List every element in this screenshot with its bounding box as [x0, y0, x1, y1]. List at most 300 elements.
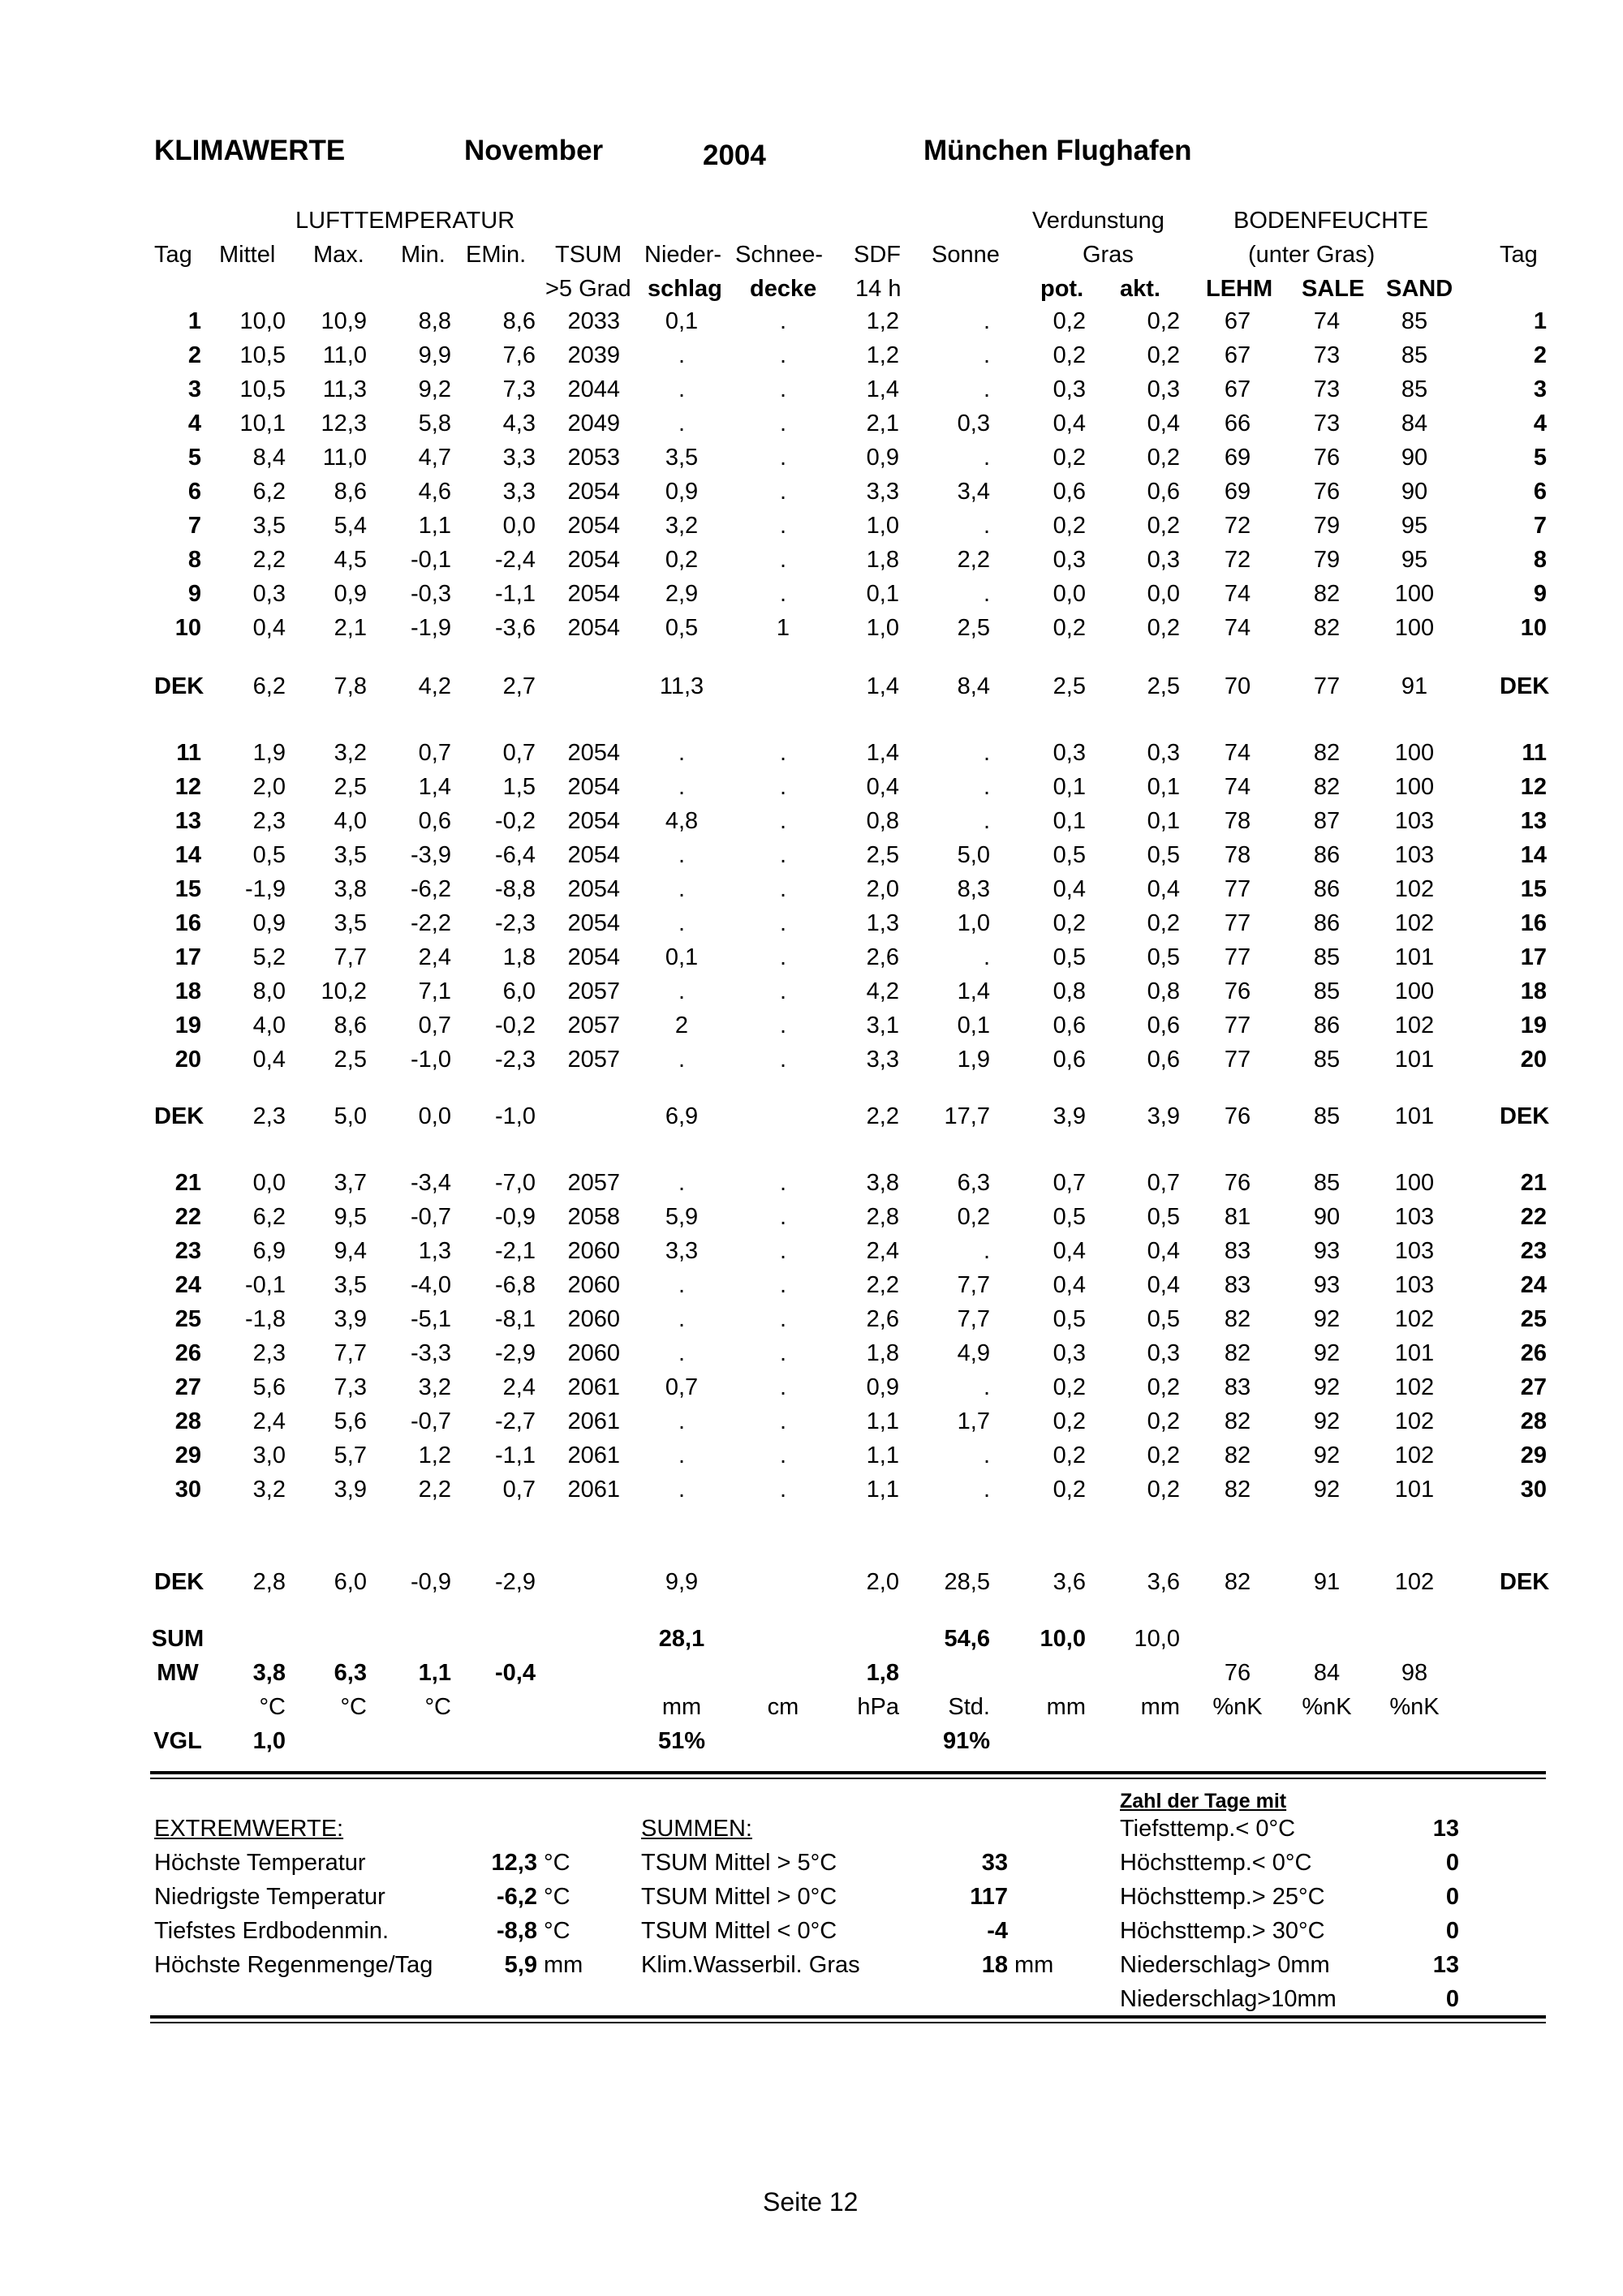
summary-sum-label: SUM — [151, 1626, 204, 1652]
header-max: Max. — [313, 242, 364, 268]
cell-tag: 16 — [174, 910, 201, 936]
cell-sdf: 2,6 — [866, 1306, 899, 1332]
cell-tag: 22 — [174, 1204, 201, 1230]
cell-schnee: . — [779, 1408, 787, 1434]
cell-tsum: 2058 — [567, 1204, 620, 1230]
cell-sale: 91 — [1313, 1569, 1341, 1595]
cell-tsum: 2049 — [567, 411, 620, 436]
cell-sand: 85 — [1401, 342, 1428, 368]
cell-tag2: 18 — [1520, 978, 1547, 1004]
cell-mittel: 3,0 — [252, 1443, 286, 1468]
cell-schnee: . — [779, 774, 787, 800]
cell-tag: 29 — [174, 1443, 201, 1468]
cell-min: 1,2 — [418, 1443, 451, 1468]
summen-title: SUMMEN: — [641, 1816, 752, 1842]
cell-pot: 0,5 — [1053, 842, 1086, 868]
cell-tag: 14 — [174, 842, 201, 868]
cell-lehm: 74 — [1224, 615, 1251, 641]
cell-nieder: 5,9 — [665, 1204, 699, 1230]
cell-tag2: 7 — [1533, 513, 1547, 539]
header-lufttemperatur: LUFTTEMPERATUR — [295, 208, 515, 234]
tage-value: 0 — [1445, 1918, 1459, 1944]
cell-min: 8,8 — [418, 308, 451, 334]
cell-schnee: . — [779, 876, 787, 902]
cell-sonne: . — [983, 1477, 990, 1503]
cell-sdf: 2,0 — [866, 1569, 899, 1595]
cell-tag2: 1 — [1533, 308, 1547, 334]
cell-sdf: 1,8 — [866, 1340, 899, 1366]
cell-akt: 0,1 — [1147, 774, 1180, 800]
cell-sale: 86 — [1313, 876, 1341, 902]
summe-label: TSUM Mittel < 0°C — [641, 1918, 837, 1944]
header-14h: 14 h — [855, 276, 902, 302]
cell-tag2: 4 — [1533, 411, 1547, 436]
cell-pot: 0,4 — [1053, 1238, 1086, 1264]
cell-tag2: 30 — [1520, 1477, 1547, 1503]
cell-sand: 91 — [1401, 673, 1428, 699]
cell-lehm: 82 — [1224, 1408, 1251, 1434]
cell-sdf: 0,1 — [866, 581, 899, 607]
cell-sdf: 2,6 — [866, 944, 899, 970]
cell-sonne: 1,0 — [957, 910, 990, 936]
cell-sand: 102 — [1394, 1408, 1435, 1434]
cell-sale: 73 — [1313, 411, 1341, 436]
cell-max: 9,4 — [334, 1238, 367, 1264]
summary-units-sale: %nK — [1302, 1694, 1352, 1720]
cell-schnee: 1 — [776, 615, 790, 641]
cell-nieder: 2 — [674, 1013, 689, 1038]
cell-nieder: . — [678, 1047, 686, 1073]
summary-mw-mittel: 3,8 — [252, 1660, 286, 1686]
summary-mw-emin: -0,4 — [495, 1660, 536, 1686]
table-row — [0, 771, 1623, 803]
cell-tag: 11 — [176, 740, 201, 766]
cell-sale: 86 — [1313, 1013, 1341, 1038]
cell-akt: 0,6 — [1147, 1047, 1180, 1073]
cell-mittel: -1,8 — [245, 1306, 286, 1332]
cell-sand: 103 — [1394, 1238, 1435, 1264]
cell-tag2: 29 — [1520, 1443, 1547, 1468]
header-gras: Gras — [1083, 242, 1134, 268]
cell-akt: 0,6 — [1147, 1013, 1180, 1038]
cell-max: 7,3 — [334, 1374, 367, 1400]
cell-sdf: 3,8 — [866, 1170, 899, 1196]
cell-emin: 7,6 — [502, 342, 536, 368]
cell-pot: 3,6 — [1053, 1569, 1086, 1595]
cell-tag: 20 — [174, 1047, 201, 1073]
cell-tag2: 26 — [1520, 1340, 1547, 1366]
decade-summary-row — [0, 1566, 1623, 1598]
cell-mittel: 2,8 — [252, 1569, 286, 1595]
cell-pot: 0,3 — [1053, 547, 1086, 573]
cell-akt: 0,5 — [1147, 944, 1180, 970]
cell-emin: 7,3 — [502, 376, 536, 402]
table-row — [0, 907, 1623, 939]
cell-lehm: 76 — [1224, 1103, 1251, 1129]
summary-vgl-mittel: 1,0 — [252, 1728, 286, 1754]
cell-tsum: 2054 — [567, 615, 620, 641]
cell-mittel: -0,1 — [245, 1272, 286, 1298]
cell-min: 3,2 — [418, 1374, 451, 1400]
cell-emin: -2,9 — [495, 1569, 536, 1595]
tage-label: Höchsttemp.> 30°C — [1120, 1918, 1325, 1944]
extremwert-value: -6,2 — [497, 1884, 537, 1910]
table-row — [0, 1009, 1623, 1042]
cell-sand: 103 — [1394, 842, 1435, 868]
cell-tag2: 12 — [1520, 774, 1547, 800]
cell-sale: 92 — [1313, 1374, 1341, 1400]
cell-max: 8,6 — [334, 479, 367, 505]
summary-mw-sdf: 1,8 — [866, 1660, 899, 1686]
cell-sale: 92 — [1313, 1477, 1341, 1503]
cell-mittel: 6,9 — [252, 1238, 286, 1264]
cell-pot: 0,8 — [1053, 978, 1086, 1004]
cell-sdf: 2,4 — [866, 1238, 899, 1264]
cell-nieder: 0,5 — [665, 615, 699, 641]
cell-tag: 25 — [174, 1306, 201, 1332]
cell-min: -4,0 — [411, 1272, 451, 1298]
cell-tag: 6 — [187, 479, 201, 505]
tage-value: 0 — [1445, 1850, 1459, 1876]
cell-mittel: 2,3 — [252, 1103, 286, 1129]
cell-sdf: 0,4 — [866, 774, 899, 800]
cell-schnee: . — [779, 411, 787, 436]
header-verdunstung: Verdunstung — [1032, 208, 1165, 234]
cell-min: -1,0 — [411, 1047, 451, 1073]
cell-sdf: 2,5 — [866, 842, 899, 868]
header-decke: decke — [750, 276, 817, 302]
cell-lehm: 74 — [1224, 740, 1251, 766]
cell-min: -0,9 — [411, 1569, 451, 1595]
cell-tag2: 8 — [1533, 547, 1547, 573]
header-schlag: schlag — [648, 276, 722, 302]
cell-sale: 76 — [1313, 445, 1341, 471]
cell-emin: 4,3 — [502, 411, 536, 436]
cell-sonne: 1,4 — [957, 978, 990, 1004]
cell-emin: 3,3 — [502, 479, 536, 505]
cell-min: 4,2 — [418, 673, 451, 699]
cell-sonne: 1,7 — [957, 1408, 990, 1434]
summary-sum-nieder: 28,1 — [658, 1626, 705, 1652]
cell-pot: 0,6 — [1053, 1013, 1086, 1038]
cell-sand: 95 — [1401, 513, 1428, 539]
header-sdf: SDF — [854, 242, 901, 268]
cell-tsum: 2061 — [567, 1477, 620, 1503]
cell-mittel: 2,3 — [252, 1340, 286, 1366]
cell-emin: -6,8 — [495, 1272, 536, 1298]
summary-mw-label: MW — [157, 1660, 199, 1686]
table-row — [0, 975, 1623, 1008]
summe-value: 18 — [981, 1952, 1008, 1978]
summary-mw-sale: 84 — [1313, 1660, 1341, 1686]
cell-max: 2,5 — [334, 1047, 367, 1073]
cell-pot: 0,2 — [1053, 910, 1086, 936]
cell-mittel: 0,5 — [252, 842, 286, 868]
tage-label: Höchsttemp.< 0°C — [1120, 1850, 1312, 1876]
cell-schnee: . — [779, 1047, 787, 1073]
cell-mittel: 6,2 — [252, 1204, 286, 1230]
cell-sdf: 2,1 — [866, 411, 899, 436]
summary-vgl-nieder: 51% — [657, 1728, 706, 1754]
cell-sdf: 1,0 — [866, 513, 899, 539]
cell-akt: 0,3 — [1147, 547, 1180, 573]
extremwert-label: Höchste Regenmenge/Tag — [154, 1952, 433, 1978]
cell-min: 2,2 — [418, 1477, 451, 1503]
cell-pot: 0,3 — [1053, 740, 1086, 766]
cell-min: 4,7 — [418, 445, 451, 471]
cell-tag2: 27 — [1520, 1374, 1547, 1400]
cell-sale: 92 — [1313, 1408, 1341, 1434]
cell-max: 4,5 — [334, 547, 367, 573]
table-row — [0, 1405, 1623, 1438]
cell-tag2: 22 — [1520, 1204, 1547, 1230]
cell-nieder: 11,3 — [659, 673, 704, 699]
cell-tsum: 2039 — [567, 342, 620, 368]
summary-sum-akt: 10,0 — [1134, 1626, 1180, 1652]
summary-sum-pot: 10,0 — [1040, 1626, 1086, 1652]
cell-tsum: 2054 — [567, 774, 620, 800]
cell-akt: 0,2 — [1147, 910, 1180, 936]
cell-min: -0,3 — [411, 581, 451, 607]
cell-akt: 0,2 — [1147, 1443, 1180, 1468]
cell-emin: -8,1 — [495, 1306, 536, 1332]
cell-sdf: 1,4 — [866, 673, 899, 699]
cell-tag2: 17 — [1520, 944, 1547, 970]
cell-schnee: . — [779, 581, 787, 607]
cell-sonne: 4,9 — [957, 1340, 990, 1366]
cell-sdf: 1,2 — [866, 308, 899, 334]
cell-pot: 0,2 — [1053, 445, 1086, 471]
extremwert-unit: mm — [544, 1952, 583, 1978]
cell-sonne: . — [983, 342, 990, 368]
cell-lehm: 82 — [1224, 1477, 1251, 1503]
cell-emin: -2,9 — [495, 1340, 536, 1366]
cell-tag: 27 — [174, 1374, 201, 1400]
cell-min: -1,9 — [411, 615, 451, 641]
cell-schnee: . — [779, 547, 787, 573]
cell-akt: 0,5 — [1147, 842, 1180, 868]
cell-akt: 0,3 — [1147, 376, 1180, 402]
cell-lehm: 74 — [1224, 581, 1251, 607]
cell-sale: 82 — [1313, 581, 1341, 607]
cell-sand: 95 — [1401, 547, 1428, 573]
month-label: November — [464, 135, 604, 166]
cell-emin: -6,4 — [495, 842, 536, 868]
cell-tag2: 19 — [1520, 1013, 1547, 1038]
cell-emin: 1,8 — [502, 944, 536, 970]
cell-max: 2,5 — [334, 774, 367, 800]
cell-sonne: 8,3 — [957, 876, 990, 902]
cell-pot: 0,2 — [1053, 1477, 1086, 1503]
header-grad: >5 Grad — [545, 276, 631, 302]
summe-label: TSUM Mittel > 0°C — [641, 1884, 837, 1910]
cell-tag: 21 — [174, 1170, 201, 1196]
cell-pot: 0,5 — [1053, 1306, 1086, 1332]
cell-akt: 0,5 — [1147, 1204, 1180, 1230]
cell-mittel: 2,0 — [252, 774, 286, 800]
cell-pot: 0,7 — [1053, 1170, 1086, 1196]
cell-sdf: 1,1 — [866, 1477, 899, 1503]
summe-value: 117 — [970, 1884, 1008, 1910]
cell-mittel: 10,5 — [239, 376, 286, 402]
cell-mittel: 4,0 — [252, 1013, 286, 1038]
cell-schnee: . — [779, 376, 787, 402]
cell-sand: 100 — [1394, 581, 1435, 607]
cell-schnee: . — [779, 1306, 787, 1332]
cell-tsum: 2044 — [567, 376, 620, 402]
cell-sale: 85 — [1313, 1047, 1341, 1073]
cell-sdf: 1,8 — [866, 547, 899, 573]
cell-max: 5,7 — [334, 1443, 367, 1468]
cell-nieder: . — [678, 1340, 686, 1366]
cell-sdf: 1,4 — [866, 740, 899, 766]
cell-sale: 85 — [1313, 1170, 1341, 1196]
cell-tsum: 2054 — [567, 910, 620, 936]
cell-tag: 23 — [174, 1238, 201, 1264]
decade-summary-row — [0, 1100, 1623, 1133]
cell-tsum: 2054 — [567, 513, 620, 539]
cell-lehm: 83 — [1224, 1374, 1251, 1400]
tage-value: 13 — [1432, 1816, 1459, 1842]
cell-lehm: 77 — [1224, 876, 1251, 902]
table-row — [0, 1473, 1623, 1506]
cell-min: 2,4 — [418, 944, 451, 970]
cell-tag2: 15 — [1520, 876, 1547, 902]
cell-sale: 82 — [1313, 615, 1341, 641]
cell-schnee: . — [779, 479, 787, 505]
cell-lehm: 77 — [1224, 910, 1251, 936]
cell-lehm: 67 — [1224, 376, 1251, 402]
cell-lehm: 82 — [1224, 1443, 1251, 1468]
cell-tag: 17 — [174, 944, 201, 970]
cell-lehm: 77 — [1224, 944, 1251, 970]
cell-tag: 8 — [187, 547, 201, 573]
cell-tag: 26 — [174, 1340, 201, 1366]
cell-tsum: 2054 — [567, 808, 620, 834]
cell-nieder: . — [678, 1443, 686, 1468]
cell-mittel: 6,2 — [252, 479, 286, 505]
cell-min: 1,3 — [418, 1238, 451, 1264]
cell-sale: 79 — [1313, 513, 1341, 539]
cell-lehm: 66 — [1224, 411, 1251, 436]
summary-mw-min: 1,1 — [418, 1660, 451, 1686]
summary-mw-max: 6,3 — [334, 1660, 367, 1686]
table-row — [0, 544, 1623, 576]
divider-top-thin — [150, 1778, 1546, 1779]
cell-tag: DEK — [154, 673, 204, 699]
cell-sand: 101 — [1394, 1047, 1435, 1073]
cell-sand: 100 — [1394, 978, 1435, 1004]
cell-min: -3,4 — [411, 1170, 451, 1196]
cell-min: 0,6 — [418, 808, 451, 834]
cell-tag2: 28 — [1520, 1408, 1547, 1434]
cell-akt: 0,2 — [1147, 615, 1180, 641]
header-sonne: Sonne — [932, 242, 1000, 268]
cell-tag: 24 — [174, 1272, 201, 1298]
extremwert-value: 5,9 — [504, 1952, 537, 1978]
cell-sale: 74 — [1313, 308, 1341, 334]
cell-lehm: 83 — [1224, 1238, 1251, 1264]
summary-units-sand: %nK — [1389, 1694, 1440, 1720]
cell-min: 9,2 — [418, 376, 451, 402]
cell-sonne: 28,5 — [944, 1569, 990, 1595]
cell-min: -6,2 — [411, 876, 451, 902]
cell-akt: 0,4 — [1147, 1272, 1180, 1298]
cell-mittel: 0,4 — [252, 1047, 286, 1073]
cell-sale: 90 — [1313, 1204, 1341, 1230]
cell-emin: 1,5 — [502, 774, 536, 800]
header-min: Min. — [401, 242, 446, 268]
cell-sale: 87 — [1313, 808, 1341, 834]
cell-nieder: . — [678, 774, 686, 800]
cell-min: 1,1 — [418, 513, 451, 539]
cell-sale: 93 — [1313, 1238, 1341, 1264]
cell-sonne: 1,9 — [957, 1047, 990, 1073]
summe-value: 33 — [981, 1850, 1008, 1876]
cell-tsum: 2060 — [567, 1340, 620, 1366]
cell-emin: 2,4 — [502, 1374, 536, 1400]
cell-nieder: 3,5 — [665, 445, 699, 471]
cell-emin: -7,0 — [495, 1170, 536, 1196]
cell-schnee: . — [779, 842, 787, 868]
cell-mittel: 5,6 — [252, 1374, 286, 1400]
table-row — [0, 941, 1623, 974]
cell-max: 5,4 — [334, 513, 367, 539]
page-title: KLIMAWERTE — [154, 135, 346, 166]
cell-akt: 0,8 — [1147, 978, 1180, 1004]
cell-tag: 4 — [187, 411, 201, 436]
tage-title: Zahl der Tage mit — [1120, 1790, 1287, 1812]
cell-min: 0,0 — [418, 1103, 451, 1129]
summary-units-mittel: °C — [259, 1694, 286, 1720]
summary-vgl-sonne: 91% — [942, 1728, 990, 1754]
cell-sdf: 2,0 — [866, 876, 899, 902]
table-row — [0, 612, 1623, 644]
cell-akt: 0,2 — [1147, 1374, 1180, 1400]
cell-sdf: 0,8 — [866, 808, 899, 834]
cell-pot: 2,5 — [1053, 673, 1086, 699]
cell-sdf: 0,9 — [866, 1374, 899, 1400]
cell-sale: 79 — [1313, 547, 1341, 573]
cell-emin: -1,0 — [495, 1103, 536, 1129]
cell-max: 3,8 — [334, 876, 367, 902]
cell-sonne: . — [983, 1238, 990, 1264]
table-row — [0, 873, 1623, 905]
cell-mittel: 3,5 — [252, 513, 286, 539]
cell-lehm: 72 — [1224, 547, 1251, 573]
table-row — [0, 1269, 1623, 1301]
extremwert-unit: °C — [544, 1850, 570, 1876]
header-lehm: LEHM — [1206, 276, 1273, 302]
table-row — [0, 1043, 1623, 1076]
cell-max: 5,6 — [334, 1408, 367, 1434]
cell-mittel: 2,4 — [252, 1408, 286, 1434]
cell-sand: 101 — [1394, 944, 1435, 970]
page-number: Seite 12 — [763, 2187, 859, 2216]
extremwert-unit: °C — [544, 1884, 570, 1910]
summary-units-schnee: cm — [767, 1694, 799, 1720]
header-pot: pot. — [1040, 276, 1084, 302]
cell-emin: -2,1 — [495, 1238, 536, 1264]
cell-tsum: 2054 — [567, 740, 620, 766]
summe-unit: mm — [1014, 1952, 1054, 1978]
cell-emin: -0,2 — [495, 808, 536, 834]
cell-sdf: 2,2 — [866, 1103, 899, 1129]
table-row — [0, 407, 1623, 440]
cell-emin: -0,2 — [495, 1013, 536, 1038]
cell-schnee: . — [779, 944, 787, 970]
cell-pot: 0,4 — [1053, 876, 1086, 902]
